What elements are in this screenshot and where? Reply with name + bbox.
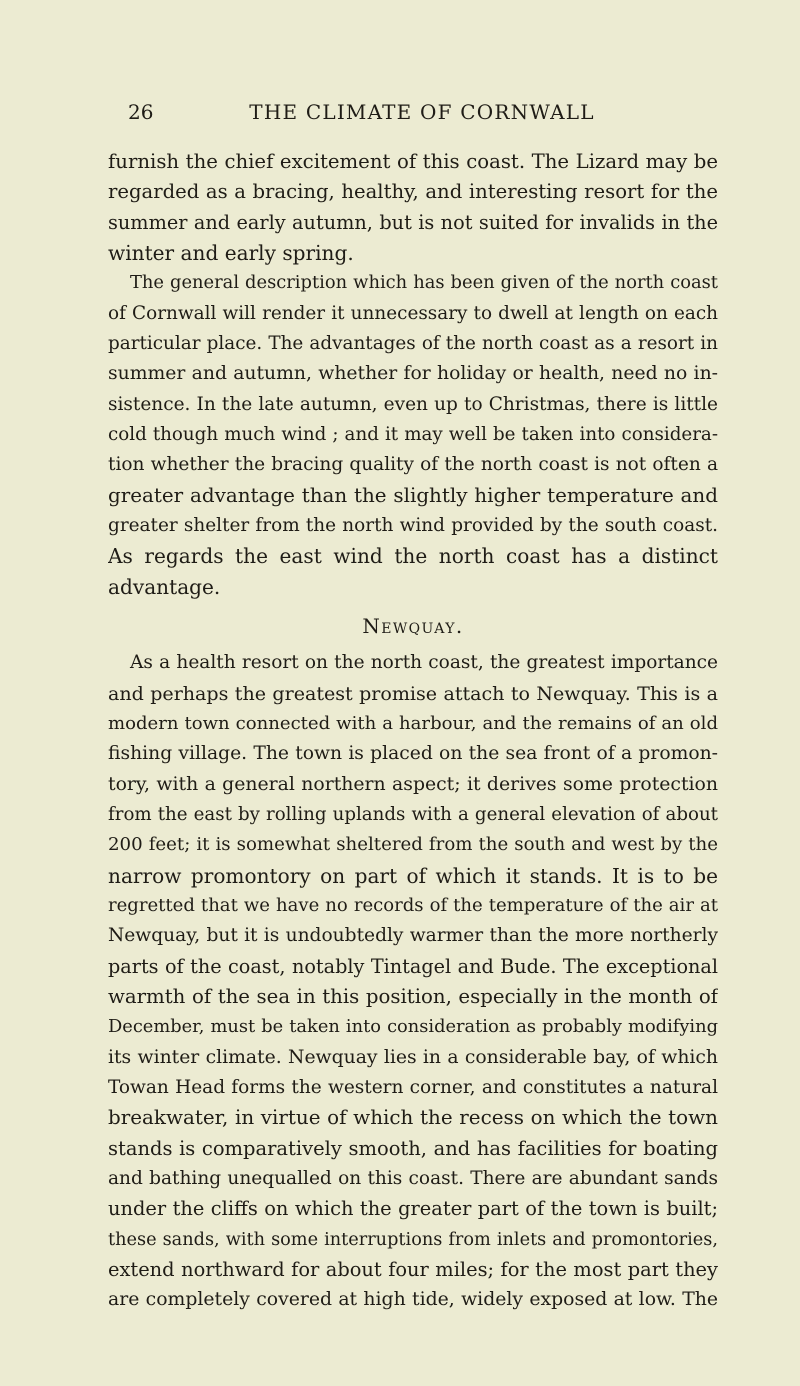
text-line: regretted that we have no records of the temperature of the air at — [108, 894, 718, 916]
text-line: from the east by rolling uplands with a general elevation of about — [108, 803, 718, 825]
paragraph-3 — [108, 648, 718, 1316]
text-line: sistence. In the late autumn, even up to Christmas, there is little — [108, 393, 718, 415]
text-line: regarded as a bracing, healthy, and interesting resort for the — [108, 180, 718, 204]
text-line: Towan Head forms the western corner, and constitutes a natural — [108, 1076, 718, 1098]
text-line: narrow promontory on part of which it stands. It is to be — [108, 863, 718, 888]
text-line: winter and early spring. — [108, 241, 354, 266]
text-line: stands is comparatively smooth, and has facilities for boating — [108, 1136, 718, 1160]
text-line: extend northward for about four miles; for the most part they — [108, 1258, 718, 1282]
text-line: furnish the chief excitement of this coast. The Lizard may be — [108, 150, 718, 173]
text-line: modern town connected with a harbour, and the remains of an old — [108, 712, 718, 734]
text-line: cold though much wind ; and it may well be taken into considera- — [108, 424, 718, 446]
text-line: particular place. The advantages of the north coast as a resort in — [108, 333, 718, 355]
text-line: fishing village. The town is placed on the sea front of a promon- — [108, 743, 718, 765]
text-line: under the cliffs on which the greater part of the town is built; — [108, 1197, 718, 1221]
text-line: tory, with a general northern aspect; it derives some protection — [108, 773, 718, 795]
text-line: of Cornwall will render it unnecessary to dwell at length on each — [108, 302, 718, 324]
text-line: As a health resort on the north coast, the greatest importance — [130, 652, 718, 674]
text-line: December, must be taken into consideration as probably modifying — [108, 1016, 718, 1038]
text-line: tion whether the bracing quality of the north coast is not often a — [108, 454, 718, 476]
text-line: summer and autumn, whether for holiday or health, need no in- — [108, 363, 718, 385]
running-title: THE CLIMATE OF CORNWALL — [249, 100, 595, 124]
text-line: greater advantage than the slightly higher temperature and — [108, 483, 718, 507]
body-text — [108, 147, 718, 1316]
running-head — [128, 100, 716, 130]
text-line: Newquay, but it is undoubtedly warmer than the more northerly — [108, 925, 718, 947]
paragraph-2 — [108, 268, 718, 602]
text-line: breakwater, in virtue of which the recess on which the town — [108, 1106, 718, 1130]
paragraph-1 — [108, 147, 718, 268]
section-heading: Newquay. — [362, 614, 464, 639]
text-line: advantage. — [108, 574, 221, 599]
text-line: parts of the coast, notably Tintagel and Bude. The exceptional — [108, 954, 718, 978]
text-line: The general description which has been given of the north coast — [130, 272, 718, 294]
text-line: warmth of the sea in this position, especially in the month of — [108, 984, 718, 1008]
page-number: 26 — [128, 100, 154, 124]
text-line: these sands, with some interruptions from inlets and promontories, — [108, 1229, 718, 1250]
text-line: and perhaps the greatest promise attach to Newquay. This is a — [108, 682, 718, 705]
text-line: As regards the east wind the north coast has a distinct — [108, 544, 718, 569]
text-line: summer and early autumn, but is not suited for invalids in the — [108, 210, 718, 234]
text-line: are completely covered at high tide, widely exposed at low. The — [108, 1289, 718, 1311]
text-line: greater shelter from the north wind provided by the south coast. — [108, 515, 718, 537]
text-line: 200 feet; it is somewhat sheltered from the south and west by the — [108, 834, 718, 856]
text-line: its winter climate. Newquay lies in a considerable bay, of which — [108, 1046, 718, 1068]
text-line: and bathing unequalled on this coast. There are abundant sands — [108, 1168, 718, 1189]
